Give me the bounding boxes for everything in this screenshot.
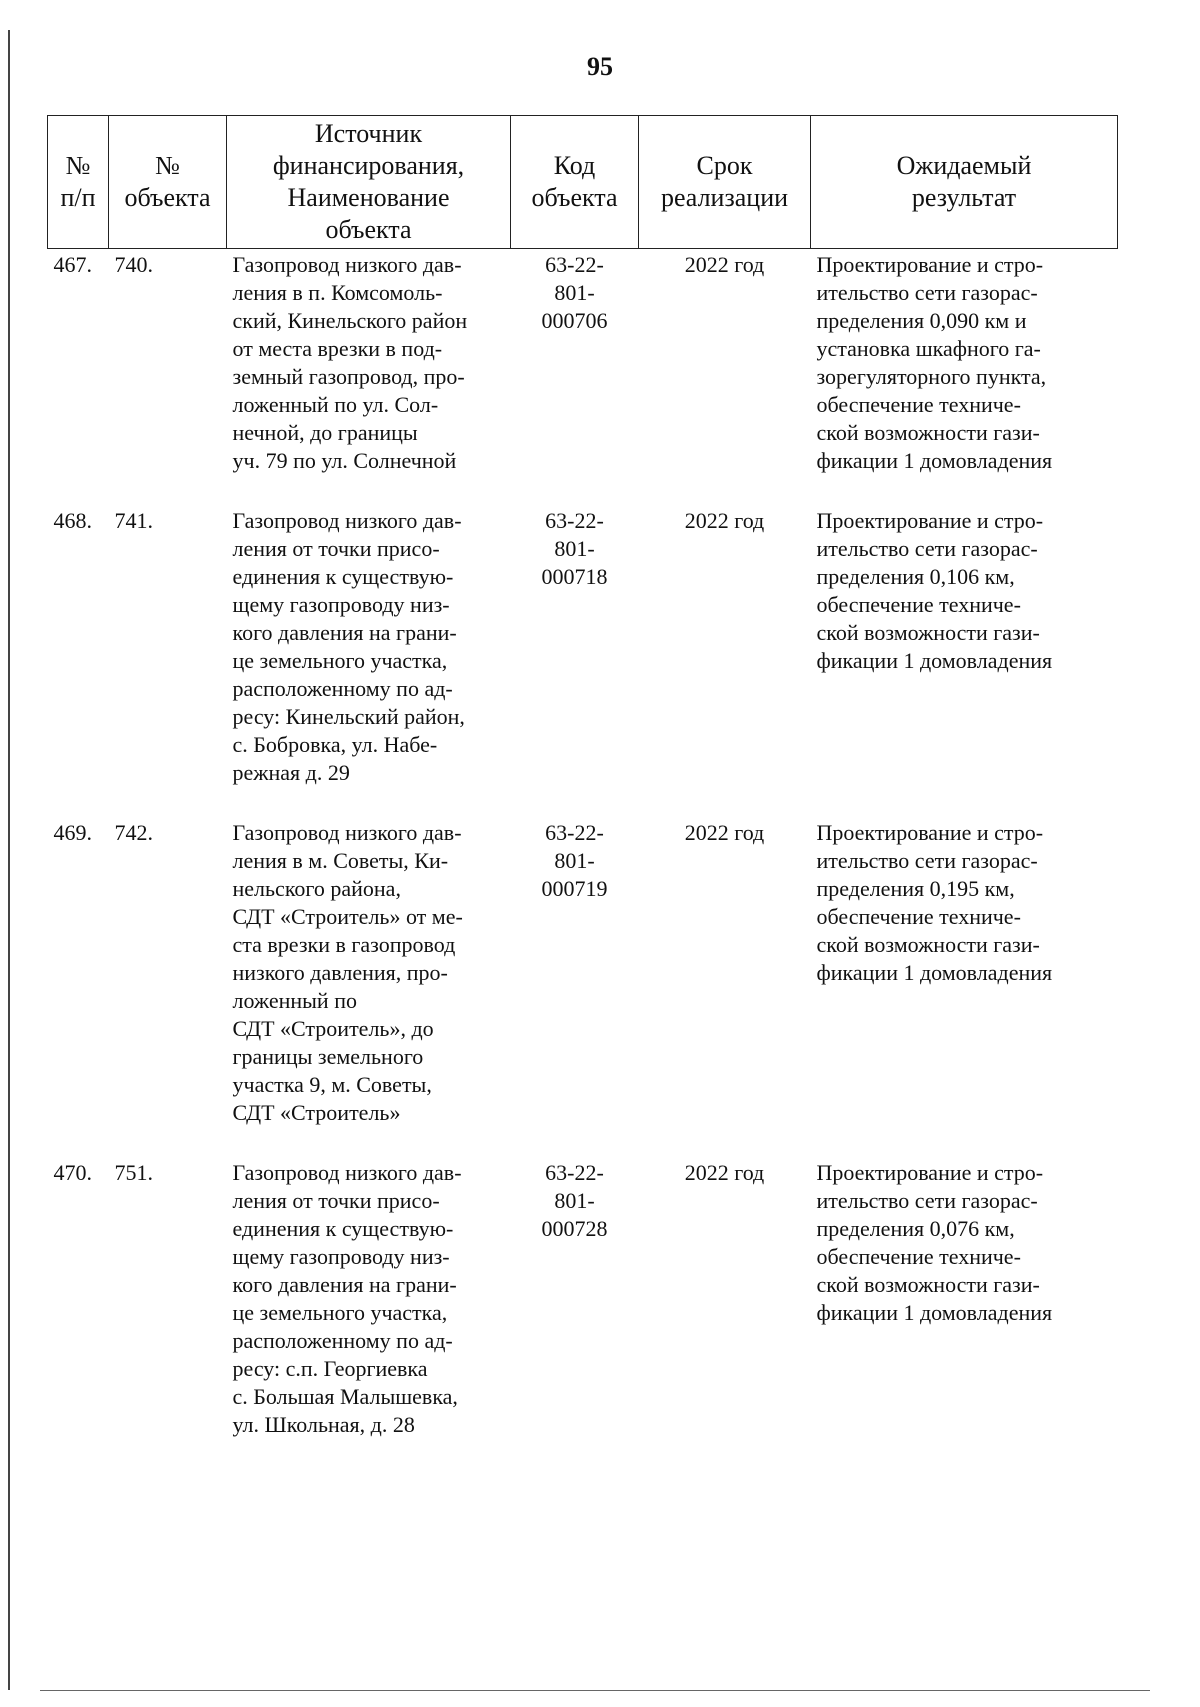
row-result: Проектирование и стро- ительство сети газорас- пределения 0,106 км, обеспечение техниче- ской возможности гази- фикации 1 домовладения bbox=[816, 508, 1053, 673]
header-source: Источник финансирования, Наименование объекта bbox=[227, 116, 511, 249]
header-term: Срок реализации bbox=[639, 116, 811, 249]
page-bottom-edge bbox=[40, 1690, 1150, 1691]
table-body bbox=[48, 249, 1118, 1472]
row-term: 2022 год bbox=[684, 252, 765, 277]
row-code: 63-22- 801- 000728 bbox=[541, 1160, 608, 1241]
row-term: 2022 год bbox=[684, 820, 765, 845]
row-num: 468. bbox=[53, 508, 92, 533]
registry-table bbox=[47, 115, 1118, 1471]
table-row bbox=[48, 819, 1118, 1159]
row-source: Газопровод низкого дав- ления от точки присо- единения к существую- щему газопроводу низ- кого давления на грани- це земельного участка, расположенному по ад- ресу: с.п. Георгиевка с. Большая Малышевка, ул. Школьная, д. 28 bbox=[232, 1160, 462, 1437]
row-num: 467. bbox=[53, 252, 92, 277]
header-result: Ожидаемый результат bbox=[811, 116, 1118, 249]
table-row bbox=[48, 249, 1118, 508]
table-row bbox=[48, 1159, 1118, 1471]
header-object-num: № объекта bbox=[109, 116, 227, 249]
row-object-num: 741. bbox=[114, 508, 153, 533]
page-left-edge bbox=[8, 30, 10, 1690]
table-header bbox=[48, 116, 1118, 249]
row-object-num: 751. bbox=[114, 1160, 153, 1185]
row-num: 470. bbox=[53, 1160, 92, 1185]
header-code: Код объекта bbox=[511, 116, 639, 249]
row-result: Проектирование и стро- ительство сети газорас- пределения 0,195 км, обеспечение техниче- ской возможности гази- фикации 1 домовладения bbox=[816, 820, 1053, 985]
row-source: Газопровод низкого дав- ления от точки присо- единения к существую- щему газопроводу низ- кого давления на грани- це земельного участка, расположенному по ад- ресу: Кинельский район, с. Бобровка, ул. Набе- режная д. 29 bbox=[232, 508, 465, 785]
row-source: Газопровод низкого дав- ления в п. Комсомоль- ский, Кинельского район от места врезки в под- земный газопровод, про- ложенный по ул. Сол- нечной, до границы уч. 79 по ул. Солнечной bbox=[232, 252, 468, 473]
page-number: 95 bbox=[587, 52, 613, 81]
row-term: 2022 год bbox=[684, 508, 765, 533]
row-code: 63-22- 801- 000718 bbox=[541, 508, 608, 589]
row-code: 63-22- 801- 000719 bbox=[541, 820, 608, 901]
row-num: 469. bbox=[53, 820, 92, 845]
row-object-num: 742. bbox=[114, 820, 153, 845]
row-result: Проектирование и стро- ительство сети газорас- пределения 0,076 км, обеспечение техниче- ской возможности гази- фикации 1 домовладения bbox=[816, 1160, 1053, 1325]
header-num: № п/п bbox=[48, 116, 109, 249]
row-term: 2022 год bbox=[684, 1160, 765, 1185]
row-source: Газопровод низкого дав- ления в м. Советы, Ки- нельского района, СДТ «Строитель» от ме- ста врезки в газопровод низкого давления, про- ложенный по СДТ «Строитель», до границы земельного участка 9, м. Советы, СДТ «Строитель» bbox=[232, 820, 463, 1125]
row-result: Проектирование и стро- ительство сети газорас- пределения 0,090 км и установка шкафного га- зорегуляторного пункта, обеспечение техниче- ской возможности гази- фикации 1 домовладения bbox=[816, 252, 1053, 473]
row-code: 63-22- 801- 000706 bbox=[541, 252, 608, 333]
row-object-num: 740. bbox=[114, 252, 153, 277]
table-row bbox=[48, 507, 1118, 819]
